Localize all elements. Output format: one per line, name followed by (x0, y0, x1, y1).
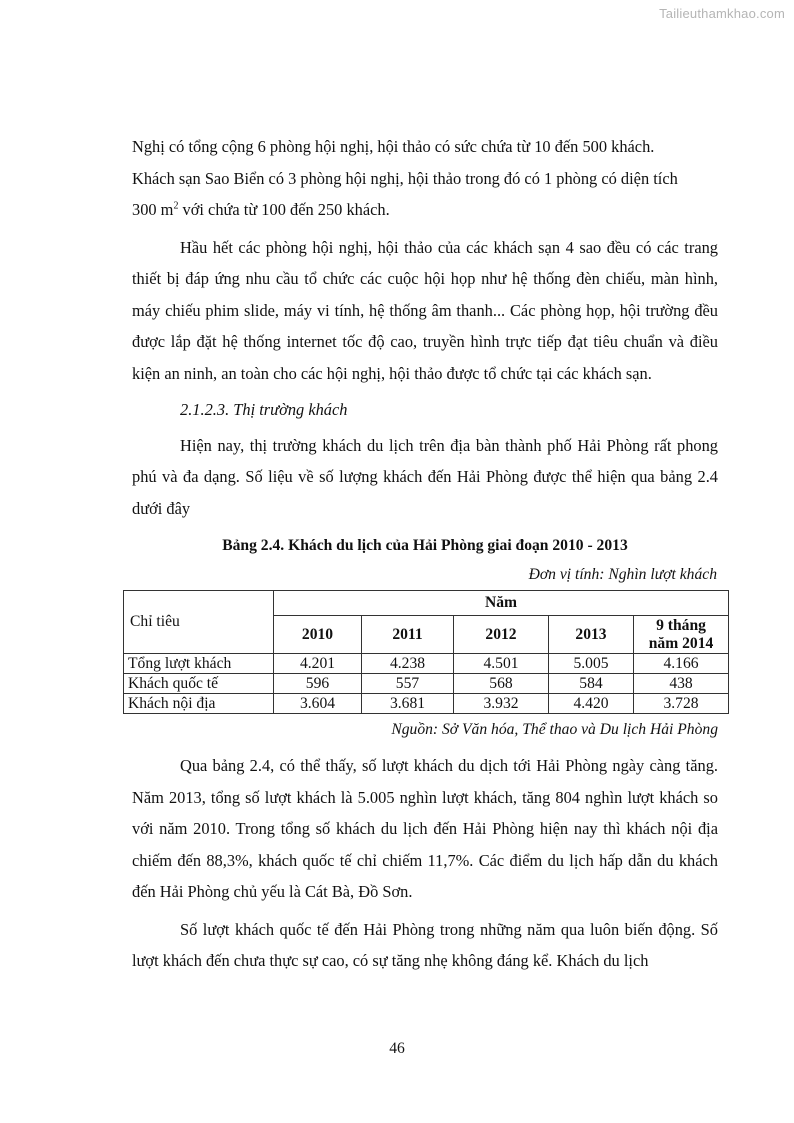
paragraph-1-line-3-start: 300 m (132, 200, 174, 219)
table-cell: 3.604 (274, 694, 362, 714)
paragraph-2: Hầu hết các phòng hội nghị, hội thảo của các khách sạn 4 sao đều có các trang thiết bị đáp ứng nhu cầu tổ chức các cuộc hội họp như hệ thống đèn chiếu, màn hình, máy chiếu phim slide, máy vi tính, hệ thống âm thanh... Các phòng họp, hội trường đều được lắp đặt hệ thống internet tốc độ cao, truyền hình trực tiếp đạt tiêu chuẩn và điều kiện an ninh, an toàn cho các hội nghị, hội thảo được tổ chức tại các khách sạn. (132, 237, 718, 383)
table-cell: 4.420 (549, 694, 634, 714)
table-row (124, 674, 729, 694)
header-year-group: Năm (274, 591, 729, 616)
paragraph-1-line-3-end: với chứa từ 100 đến 250 khách. (178, 200, 390, 219)
table-cell: 3.932 (454, 694, 549, 714)
table-row (124, 694, 729, 714)
row-label-total: Tổng lượt khách (124, 654, 274, 674)
table-cell: 4.238 (362, 654, 454, 674)
paragraph-1 (132, 131, 718, 226)
table-cell: 584 (549, 674, 634, 694)
table-source: Nguồn: Sở Văn hóa, Thể thao và Du lịch Hải Phòng (391, 721, 718, 738)
header-year-2011: 2011 (362, 616, 454, 654)
table-cell: 557 (362, 674, 454, 694)
table-cell: 3.728 (634, 694, 729, 714)
section-heading: 2.1.2.3. Thị trường khách (180, 400, 348, 419)
table-row (124, 654, 729, 674)
table-cell: 3.681 (362, 694, 454, 714)
row-label-domestic: Khách nội địa (124, 694, 274, 714)
table-cell: 568 (454, 674, 549, 694)
table-cell: 596 (274, 674, 362, 694)
table-cell: 4.166 (634, 654, 729, 674)
row-label-international: Khách quốc tế (124, 674, 274, 694)
header-9-months-line-2: năm 2014 (648, 634, 714, 652)
header-year-2010: 2010 (274, 616, 362, 654)
paragraph-1-line-2: Khách sạn Sao Biển có 3 phòng hội nghị, hội thảo trong đó có 1 phòng có diện tích (132, 168, 678, 188)
header-9-months-line-1: 9 tháng (656, 616, 706, 634)
table-cell: 4.201 (274, 654, 362, 674)
table-unit: Đơn vị tính: Nghìn lượt khách (528, 566, 717, 583)
table-cell: 4.501 (454, 654, 549, 674)
paragraph-4: Qua bảng 2.4, có thể thấy, số lượt khách du dịch tới Hải Phòng ngày càng tăng. Năm 2013, tổng số lượt khách là 5.005 nghìn lượt khách, tăng 804 nghìn lượt khách so với năm 2010. Trong tổng số khách du lịch đến Hải Phòng hiện nay thì khách nội địa chiếm đến 88,3%, khách quốc tế chỉ chiếm 11,7%. Các điểm du lịch hấp dẫn du khách đến Hải Phòng chủ yếu là Cát Bà, Đồ Sơn. (132, 756, 718, 901)
table-cell: 438 (634, 674, 729, 694)
superscript-two: 2 (173, 200, 179, 212)
header-9-months-2014 (634, 616, 729, 654)
table-title: Bảng 2.4. Khách du lịch của Hải Phòng giai đoạn 2010 - 2013 (222, 537, 628, 554)
table-cell: 5.005 (549, 654, 634, 674)
paragraph-3: Hiện nay, thị trường khách du lịch trên địa bàn thành phố Hải Phòng rất phong phú và đa dạng. Số liệu về số lượng khách đến Hải Phòng được thể hiện qua bảng 2.4 dưới đây (132, 435, 718, 518)
paragraph-5: Số lượt khách quốc tế đến Hải Phòng trong những năm qua luôn biến động. Số lượt khách đến chưa thực sự cao, có sự tăng nhẹ không đáng kể. Khách du lịch (132, 919, 718, 970)
document-body (128, 131, 718, 977)
header-indicator: Chỉ tiêu (124, 591, 274, 654)
visitors-table (123, 590, 729, 714)
page-number: 46 (389, 1040, 405, 1057)
paragraph-1-line-1: Nghị có tổng cộng 6 phòng hội nghị, hội thảo có sức chứa từ 10 đến 500 khách. (132, 137, 655, 156)
header-year-2013: 2013 (549, 616, 634, 654)
watermark: Tailieuthamkhao.com (659, 6, 785, 21)
header-year-2012: 2012 (454, 616, 549, 654)
